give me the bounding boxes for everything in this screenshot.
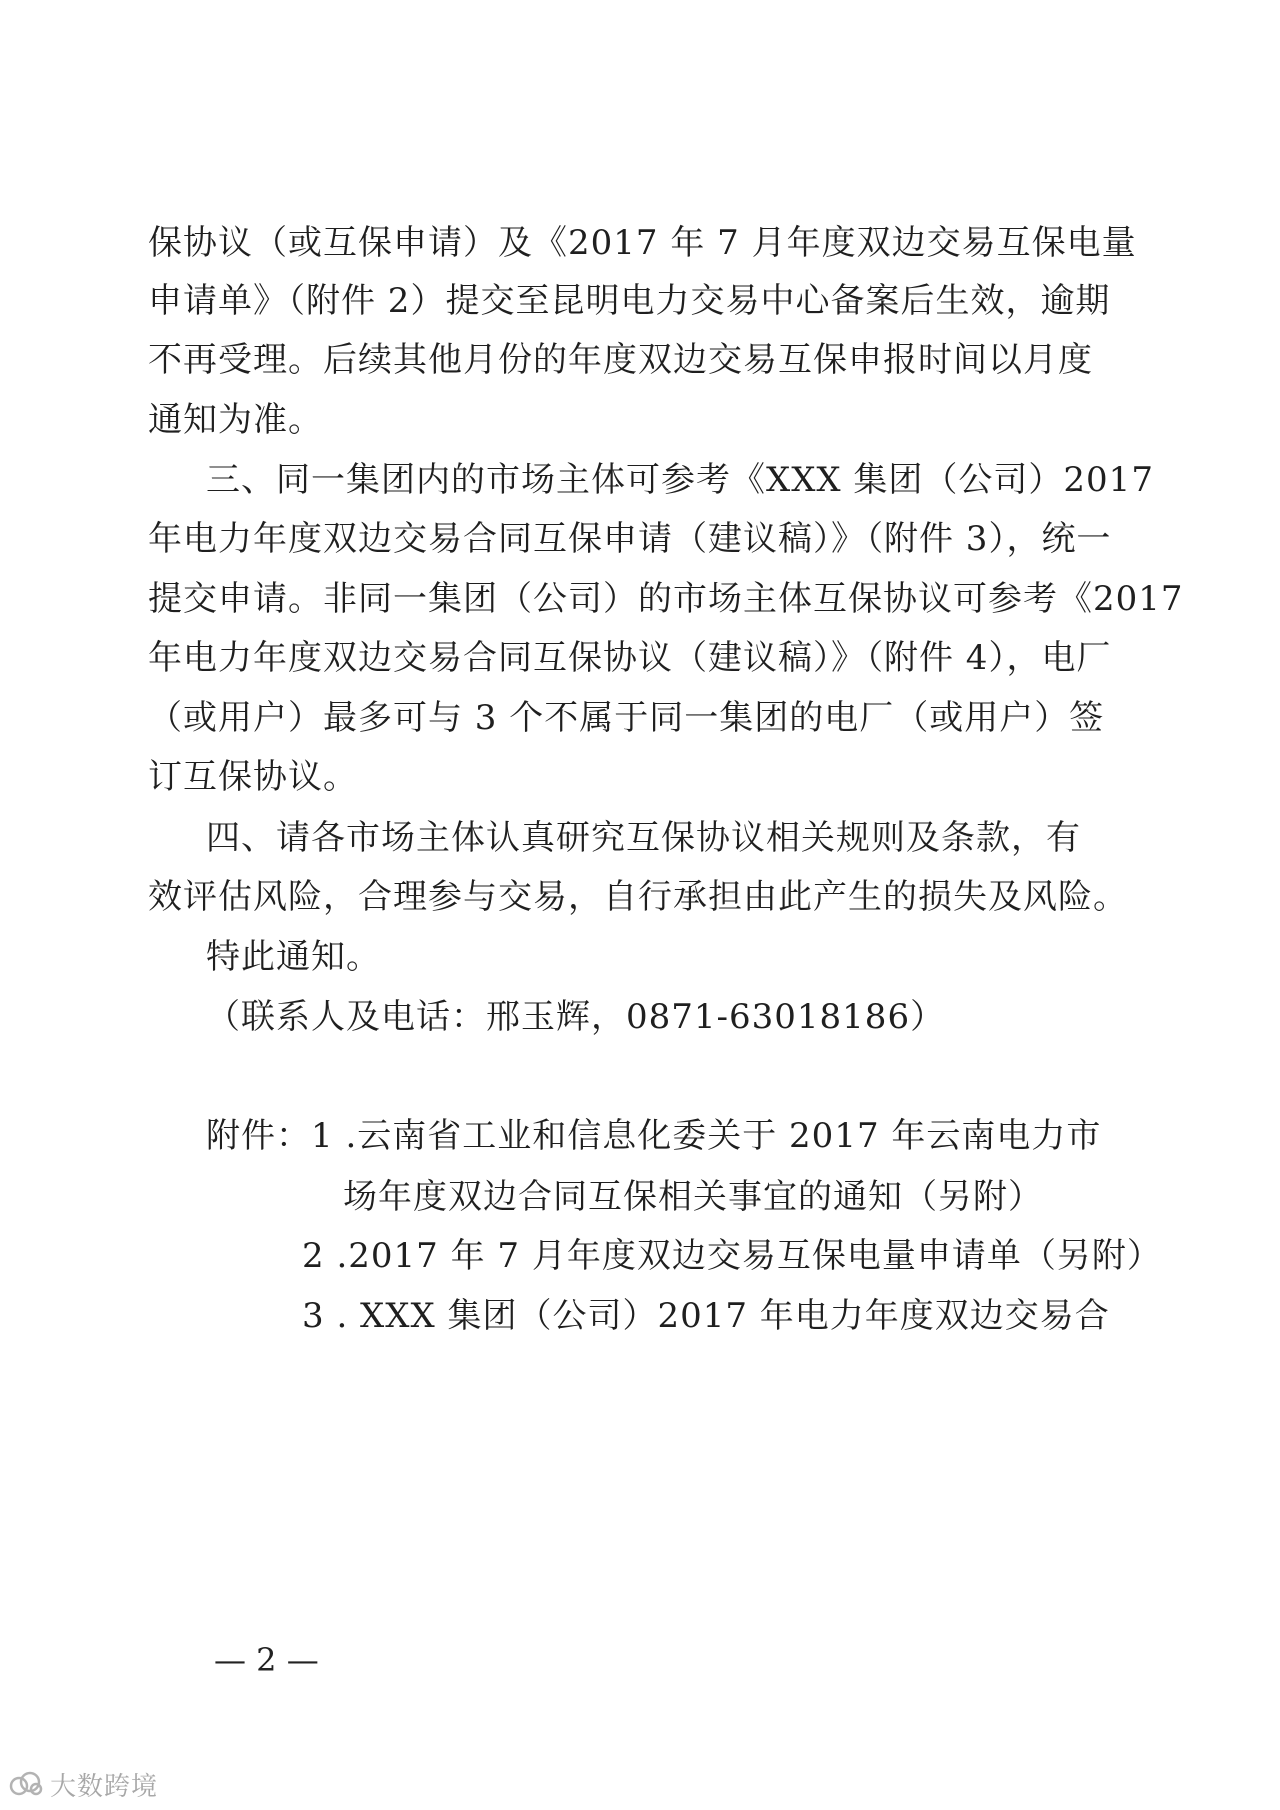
watermark-text: 大数跨境 [50, 1771, 159, 1802]
attachment-line: 2 .2017 年 7 月年度双边交易互保电量申请单（另附） [302, 1236, 1162, 1276]
contact-line: （联系人及电话：邢玉辉，0871-63018186） [206, 997, 946, 1037]
watermark [8, 1766, 158, 1802]
body-line: 年电力年度双边交易合同互保申请（建议稿）》（附件 3），统一 [148, 519, 1112, 559]
body-line: 订互保协议。 [148, 757, 358, 797]
body-line: （或用户）最多可与 3 个不属于同一集团的电厂（或用户）签 [148, 698, 1105, 738]
body-line: 效评估风险，合理参与交易，自行承担由此产生的损失及风险。 [148, 877, 1128, 917]
attachment-line: 附件：1 .云南省工业和信息化委关于 2017 年云南电力市 [206, 1116, 1102, 1156]
body-line: 年电力年度双边交易合同互保协议（建议稿）》（附件 4），电厂 [148, 638, 1112, 678]
attachment-line: 3 . XXX 集团（公司）2017 年电力年度双边交易合 [302, 1296, 1110, 1336]
body-line: 不再受理。后续其他月份的年度双边交易互保申报时间以月度 [148, 340, 1093, 380]
body-line: 三、同一集团内的市场主体可参考《XXX 集团（公司）2017 [206, 460, 1154, 500]
body-line: 通知为准。 [148, 400, 323, 440]
body-line: 四、请各市场主体认真研究互保协议相关规则及条款，有 [206, 818, 1081, 858]
page-number: — 2 — [214, 1641, 319, 1679]
cloud-logo-icon [8, 1769, 44, 1799]
closing-line: 特此通知。 [206, 937, 381, 977]
body-line: 申请单》（附件 2）提交至昆明电力交易中心备案后生效，逾期 [148, 281, 1111, 321]
body-line: 保协议（或互保申请）及《2017 年 7 月年度双边交易互保电量 [148, 223, 1137, 263]
body-line: 提交申请。非同一集团（公司）的市场主体互保协议可参考《2017 [148, 579, 1184, 619]
attachment-line: 场年度双边合同互保相关事宜的通知（另附） [343, 1177, 1043, 1217]
